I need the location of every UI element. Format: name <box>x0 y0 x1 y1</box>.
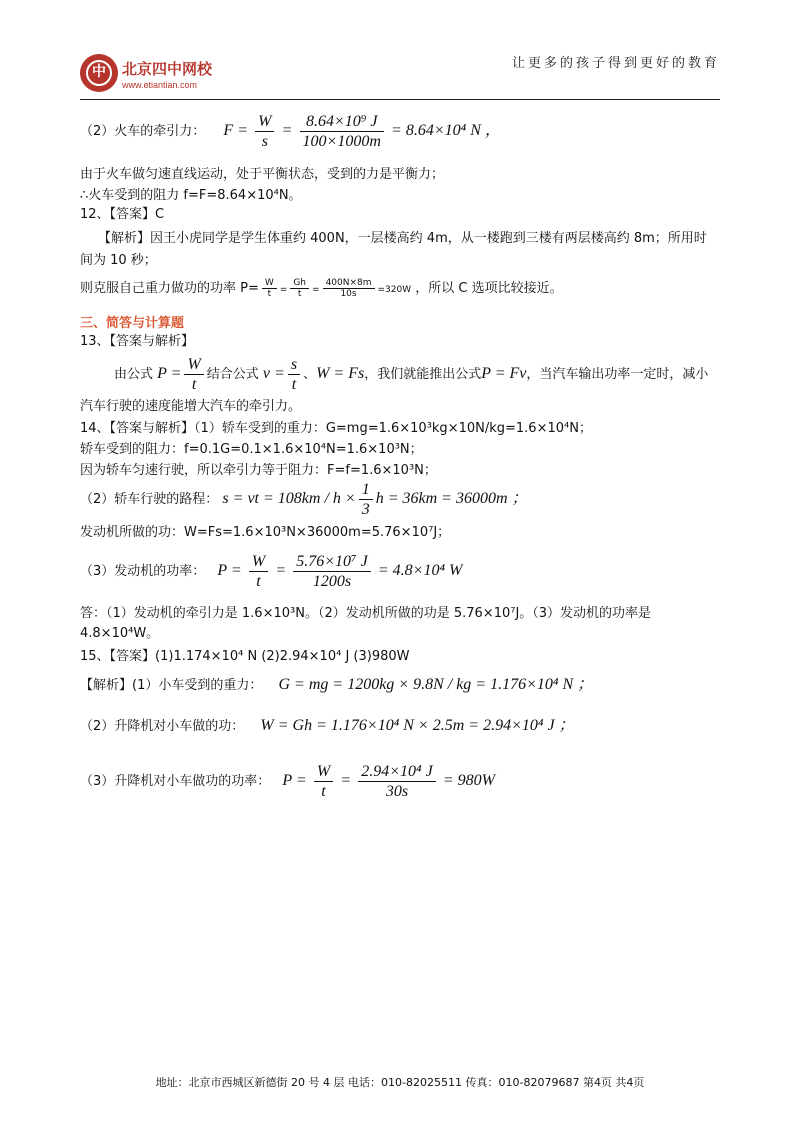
q13-conclusion: 汽车行驶的速度能增大汽车的牵引力。 <box>80 399 302 414</box>
q11-resistance-text: ∴火车受到的阻力 f=F=8.64×10⁴N。 <box>80 188 302 203</box>
q15-work-line: （2）升降机对小车做的功： W = Gh = 1.176×10⁴ N × 2.5m = 2.94×10⁴ J ； <box>80 717 575 734</box>
q14-traction-line: 因为轿车匀速行驶，所以牵引力等于阻力：F=f=1.6×10³N； <box>80 463 437 478</box>
q12-answer: 12、【答案】C <box>80 207 165 222</box>
q12-power-line: 则克服自己重力做功的功率 P= $\frac{W}{t}$ = $\frac{Gh}{t}$ = $\frac{400N\times 8m}{10s}$ =320W ，所以 C 选项比较接近。 <box>80 278 563 299</box>
q14-resistance-line: 轿车受到的阻力：f=0.1G=0.1×1.6×10⁴N=1.6×10³N； <box>80 442 423 457</box>
q15-gravity-line: 【解析】(1）小车受到的重力： G = mg = 1200kg × 9.8N / kg = 1.176×10⁴ N ； <box>80 676 594 693</box>
header-divider <box>80 99 720 100</box>
q11-equilibrium-text: 由于火车做匀速直线运动，处于平衡状态，受到的力是平衡力； <box>80 167 445 182</box>
school-logo-icon: 中 <box>80 54 118 92</box>
q13-answer: 13、【答案与解析】 <box>80 334 195 349</box>
school-url: www.etiantian.com <box>122 80 198 90</box>
q14-gravity-line: 14、【答案与解析】（1）轿车受到的重力：G=mg=1.6×10³kg×10N/kg=1.6×10⁴N； <box>80 421 592 436</box>
q15-answer: 15、【答案】(1)1.174×10⁴ N (2)2.94×10⁴ J (3)980W <box>80 649 410 664</box>
q15-power-line: （3）升降机对小车做功的功率： P = $\frac{W}{t}$ = $\frac{\text{2.94×10⁴ J}}{30s}$ = 980W <box>80 763 495 800</box>
q11-traction-line: （2）火车的牵引力： F = $\frac{W}{s}$ = $\frac{\text{8.64×10⁹ J}}{100\times 1000m}$ = 8.64×10⁴ N ， <box>80 113 501 150</box>
page-header <box>80 52 720 100</box>
q14-power-line: （3）发动机的功率： P = $\frac{W}{t}$ = $\frac{\text{5.76×10⁷ J}}{1200s}$ = 4.8×10⁴ W <box>80 553 463 590</box>
q14-work-line: 发动机所做的功：W=Fs=1.6×10³N×36000m=5.76×10⁷J； <box>80 525 451 540</box>
q14-distance-line: （2）轿车行驶的路程： s = vt = 108km / h × $\frac{1}{3}$ h = 36km = 36000m ； <box>80 481 528 518</box>
q14-conclusion-line2: 4.8×10⁴W。 <box>80 626 160 641</box>
school-name: 北京四中网校 <box>122 60 213 78</box>
header-slogan: 让更多的孩子得到更好的教育 <box>511 56 720 71</box>
q14-conclusion-line1: 答：（1）发动机的牵引力是 1.6×10³N。（2）发动机所做的功是 5.76×10⁷J。（3）发动机的功率是 <box>80 606 652 621</box>
q13-formula-line: 由公式 P = $\frac{W}{t}$ 结合公式 v = $\frac{s}{t}$ 、W = Fs，我们就能推出公式P = Fv，当汽车输出功率一定时，减小 <box>114 356 709 393</box>
section-title: 三、简答与计算题 <box>80 316 185 331</box>
page-footer: 地址：北京市西城区新德街 20 号 4 层 电话：010-82025511 传真：010-82079687 第4页 共4页 <box>155 1076 645 1089</box>
q12-analysis-line1: 【解析】因王小虎同学是学生体重约 400N，一层楼高约 4m，从一楼跑到三楼有两层楼高约 8m；所用时 <box>98 231 707 246</box>
q12-analysis-line2: 间为 10 秒； <box>80 253 157 268</box>
